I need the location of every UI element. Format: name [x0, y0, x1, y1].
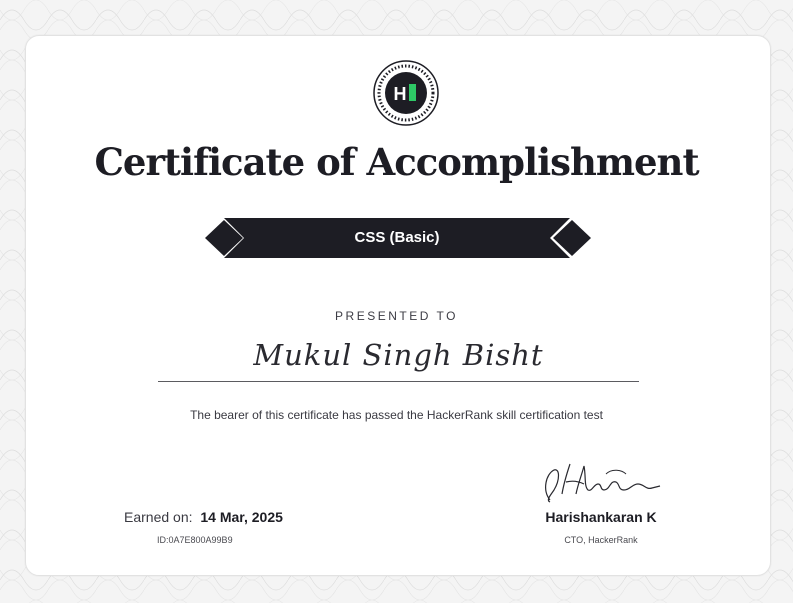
certificate-id-value: 0A7E800A99B9 — [168, 535, 233, 545]
certificate-id — [157, 535, 233, 545]
signer-name: Harishankaran K — [545, 509, 657, 525]
svg-text:H: H — [393, 84, 407, 104]
signature-image — [540, 460, 664, 504]
presented-to-label: PRESENTED TO — [335, 309, 458, 323]
certificate-id-label: ID: — [157, 535, 169, 545]
earned-on — [124, 509, 283, 525]
skill-name: CSS (Basic) — [354, 229, 440, 246]
hackerrank-logo-icon — [373, 60, 439, 126]
bearer-statement: The bearer of this certificate has passed the HackerRank skill certification test — [190, 408, 603, 422]
recipient-name: Mukul Singh Bisht — [253, 338, 544, 372]
certificate-title: Certificate of Accomplishment — [94, 140, 699, 184]
earned-on-label: Earned on: — [124, 509, 193, 525]
earned-on-date: 14 Mar, 2025 — [200, 509, 283, 525]
name-underline — [158, 381, 639, 382]
signer-title: CTO, HackerRank — [564, 535, 638, 545]
